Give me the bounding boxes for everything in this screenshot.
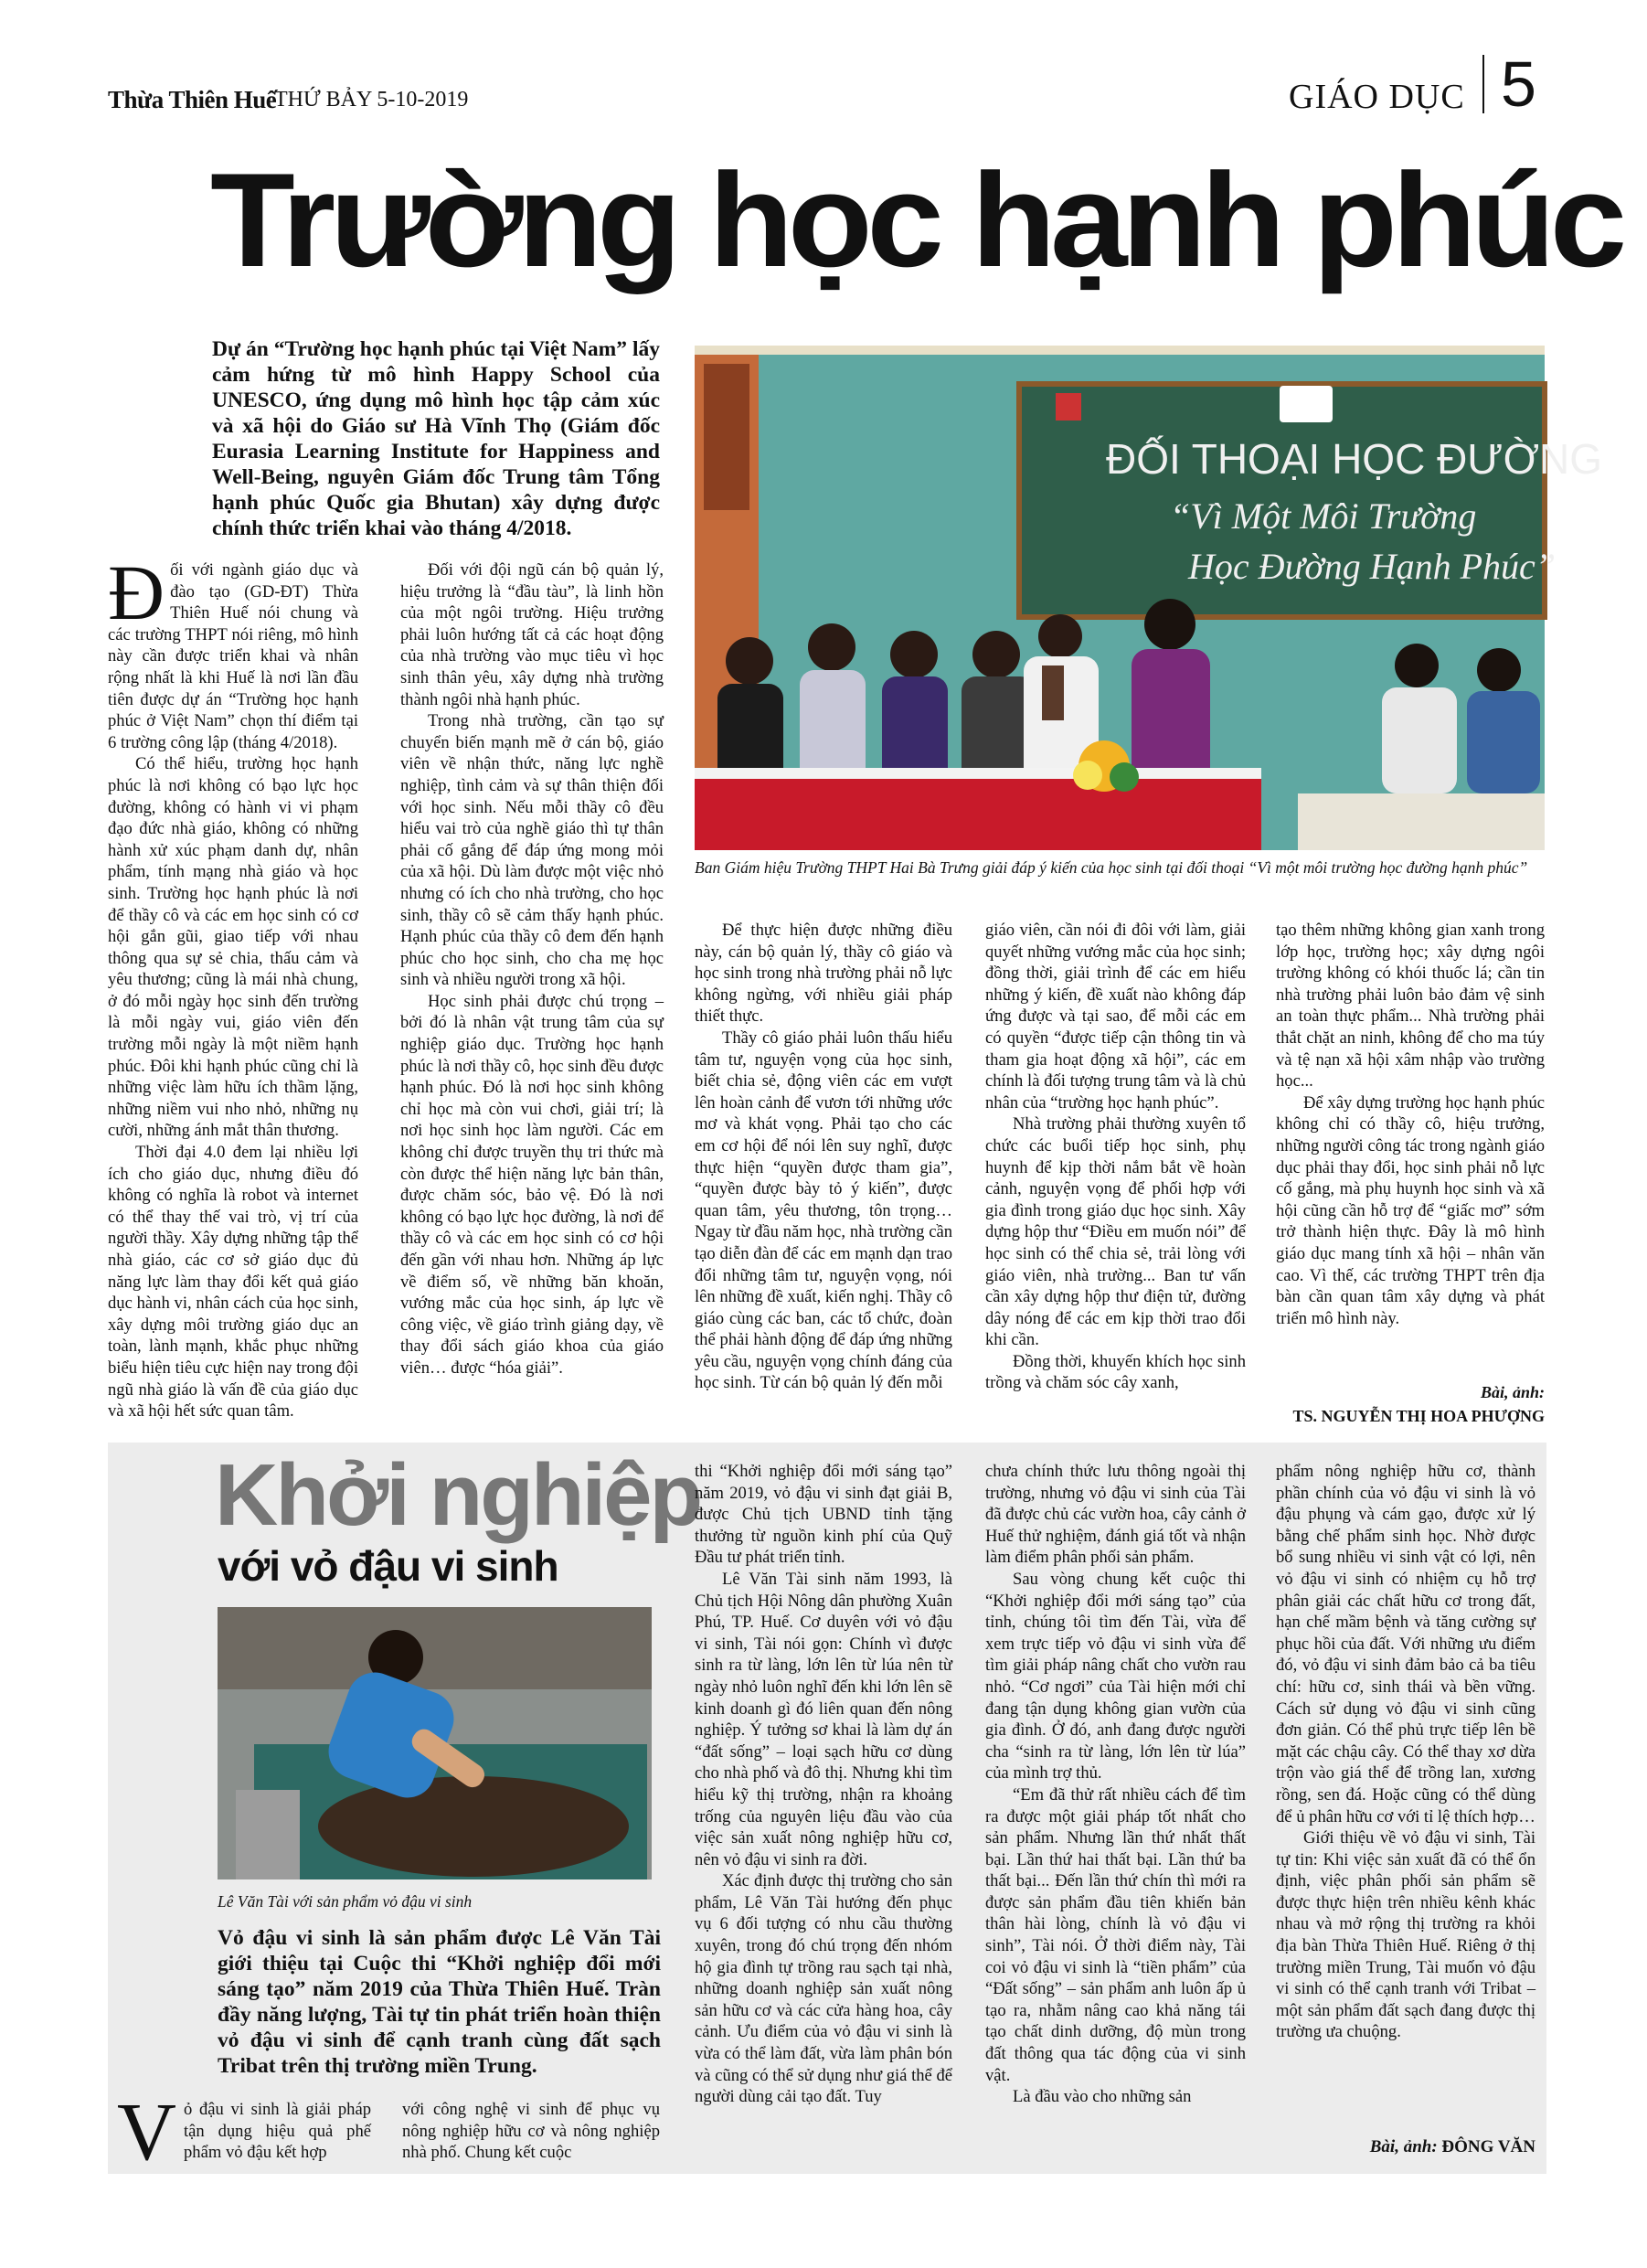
body-paragraph: Giới thiệu về vỏ đậu vi sinh, Tài tự tin: Khi việc sản xuất đã có thể ổn định, việc phân phối sản phẩm sẽ được thực hiện trên nhiều kênh khác nhau và mở rộng thị trường ra khỏi địa bàn Thừa Thiên Huế. Riêng ở thị trường miền Trung, Tài muốn vỏ đậu vi sinh có thể cạnh tranh với Tribat – một sản phẩm đất sạch đang được thị trường ưa chuộng.	[1276, 1828, 1535, 2042]
byline-label: Bài, ảnh:	[1369, 2137, 1438, 2156]
byline-author: ĐÔNG VĂN	[1441, 2137, 1535, 2156]
body-paragraph: giáo viên, cần nói đi đôi với làm, giải quyết những vướng mắc của học sinh; đồng thời, giải trình để các em hiểu những ý kiến, đề xuất nào không đáp ứng được và tại sao, để mỗi các em có quyền “được tiếp cận thông tin và tham gia hoạt động xã hội”, các em chính là đối tượng trung tâm và là chủ nhân của “trường học hạnh phúc”.	[985, 921, 1246, 1113]
feature-column-1	[117, 2087, 371, 2177]
photo-caption: Ban Giám hiệu Trường THPT Hai Bà Trưng giải đáp ý kiến của học sinh tại đối thoại “Vì một môi trường học đường hạnh phúc”	[695, 858, 1528, 877]
body-column-1	[108, 548, 358, 1422]
body-paragraph: Lê Văn Tài sinh năm 1993, là Chủ tịch Hội Nông dân phường Xuân Phú, TP. Huế. Cơ duyên với vỏ đậu vi sinh, Tài nói gọn: Chính vì được sinh ra từ làng, lớn lên từ lúa nên từ ngày nhỏ luôn nghĩ đến khi lớn lên sẽ kinh doanh gì đó liên quan đến nông nghiệp. Ý tưởng sơ khai là làm dự án “đất sống” – loại sạch hữu cơ dùng cho nhà phố và đô thị. Nhưng khi tìm hiểu kỹ thị trường, nhận ra khoảng trống của nguyên liệu đầu vào của việc sản xuất nông nghiệp hữu cơ, nên vỏ đậu vi sinh ra đời.	[695, 1569, 952, 1869]
drop-cap: V	[117, 2087, 176, 2177]
body-column-5	[1276, 920, 1545, 1329]
drop-cap: Đ	[108, 548, 165, 636]
page-number: 5	[1501, 48, 1536, 120]
feature-column-3	[695, 1461, 952, 2108]
board-text-2: “Vì Một Môi Trường	[1170, 495, 1477, 537]
body-paragraph: Đồng thời, khuyến khích học sinh trồng và chăm sóc cây xanh,	[985, 1351, 1246, 1393]
board-text-1: ĐỐI THOẠI HỌC ĐƯỜNG	[1106, 435, 1603, 483]
article-lead: Dự án “Trường học hạnh phúc tại Việt Nam” lấy cảm hứng từ mô hình Happy School của UNESCO, ứng dụng mô hình học tập cảm xúc và xã hội do Giáo sư Hà Vĩnh Thọ (Giám đốc Eurasia Learning Institute for Happiness and Well-Being, nguyên Giám đốc Trung tâm Tổng hạnh phúc Quốc gia Bhutan) xây dựng được chính thức triển khai vào tháng 4/2018.	[212, 337, 660, 540]
body-paragraph: Là đầu vào cho những sản	[1013, 2087, 1192, 2107]
feature-subtitle: với vỏ đậu vi sinh	[218, 1542, 558, 1590]
body-paragraph: Để thực hiện được những điều này, cán bộ quản lý, thầy cô giáo và học sinh trong nhà trường phải nỗ lực không ngừng, với nhiều giải pháp thiết thực.	[695, 921, 952, 1027]
feature-column-4	[985, 1461, 1246, 2108]
body-paragraph: Học sinh phải được chú trọng – bởi đó là nhân vật trung tâm của sự nghiệp giáo dục. Trường học hạnh phúc là nơi thầy cô, học sinh đều được hạnh phúc. Đó là nơi học sinh không chỉ học mà còn vui chơi, giải trí; là nơi học sinh học làm người. Các em không chỉ được truyền thụ tri thức mà còn được thể hiện năng lực bản thân, được chăm sóc, bảo vệ. Đó là nơi không có bạo lực học đường, là nơi để thầy cô và các em học sinh có cơ hội đến gần với nhau hơn. Những áp lực về điểm số, về những băn khoăn, vướng mắc của học sinh, áp lực về công việc, về giáo trình giảng dạy, về thay đổi sách giáo khoa của giáo viên… được “hóa giải”.	[400, 991, 664, 1378]
issue-date: THỨ BẢY 5-10-2019	[274, 88, 469, 112]
body-paragraph: tạo thêm những không gian xanh trong lớp học, trường học; xây dựng ngôi trường không có khói thuốc lá; cần tin nhà trường phải luôn bảo đảm vệ sinh an toàn thực phẩm... Nhà trường phải thắt chặt an ninh, không để cho ma túy và tệ nạn xã hội xâm nhập vào trường học...	[1276, 921, 1545, 1091]
body-paragraph: Sau vòng chung kết cuộc thi “Khởi nghiệp đổi mới sáng tạo” của tỉnh, chúng tôi tìm đến Tài, vừa để xem trực tiếp vỏ đậu vi sinh vừa để tìm giải pháp nâng chất cho vườn rau nhỏ. “Cơ ngơi” của Tài hiện mới chỉ đang tận dụng không gian vườn của gia đình. Ở đó, anh đang được người cha “sinh ra từ làng, lớn lên từ lúa” của mình trợ thủ.	[985, 1569, 1246, 1784]
body-paragraph: phẩm nông nghiệp hữu cơ, thành phần chính của vỏ đậu vi sinh là vỏ đậu phụng và cám gạo, được xử lý bằng chế phẩm sinh học. Nhờ được bổ sung nhiều vi sinh vật có lợi, nên vỏ đậu vi sinh có nhiệm cụ hỗ trợ phân giải các chất hữu cơ trong đất, hạn chế mầm bệnh và tăng cường sự phục hồi của đất. Với những ưu điểm đó, vỏ đậu vi sinh đảm bảo cả ba tiêu chí: hữu cơ, sinh thái và bền vững. Cách sử dụng vỏ đậu vi sinh cũng đơn giản. Có thể phủ trực tiếp lên bề mặt các chậu cây. Có thể thay xơ dừa trộn vào giá thể để trồng lan, xương rồng, sen đá. Hoặc cũng có thể dùng để ủ phân hữu cơ với tỉ lệ thích hợp…	[1276, 1462, 1535, 1826]
feature-photo	[218, 1607, 652, 1879]
body-paragraph: thi “Khởi nghiệp đổi mới sáng tạo” năm 2019, vỏ đậu vi sinh đạt giải B, được Chủ tịch UBND tỉnh tặng thưởng từ nguồn kinh phí của Quỹ Đầu tư phát triển tỉnh.	[695, 1462, 952, 1568]
section-name: GIÁO DỤC	[1289, 78, 1465, 116]
board-text-3: Học Đường Hạnh Phúc”	[1188, 546, 1557, 587]
dialogue-photo	[695, 346, 1603, 850]
body-paragraph: ối với ngành giáo dục và đào tạo (GD-ĐT) Thừa Thiên Huế nói chung và các trường THPT nói riêng, mô hình này cần được triển khai và nhân rộng nhất là khi Huế là nơi lần đầu tiên được dự án “Trường học hạnh phúc ở Việt Nam” chọn thí điểm tại 6 trường công lập (tháng 4/2018).	[108, 560, 358, 752]
article-byline	[1280, 1380, 1545, 1428]
feature-column-2	[402, 2099, 660, 2164]
feature-photo-illustration	[218, 1607, 652, 1879]
header-divider	[1482, 55, 1484, 113]
feature-lead: Vỏ đậu vi sinh là sản phẩm được Lê Văn Tài giới thiệu tại Cuộc thi “Khởi nghiệp đổi mới sáng tạo” năm 2019 của Thừa Thiên Huế. Tràn đầy năng lượng, Tài tự tin phát triển hoàn thiện vỏ đậu vi sinh để cạnh tranh cùng đất sạch Tribat trên thị trường miền Trung.	[218, 1926, 661, 2078]
body-paragraph: với công nghệ vi sinh để phục vụ nông nghiệp hữu cơ và nông nghiệp nhà phố. Chung kết cuộc	[402, 2100, 660, 2163]
body-column-2	[400, 559, 664, 1379]
body-paragraph: Nhà trường phải thường xuyên tổ chức các buổi tiếp học sinh, phụ huynh để kịp thời nắm bắt về hoàn cảnh, nguyện vọng để phối hợp với gia đình trong giáo dục học sinh. Xây dựng hộp thư “Điều em muốn nói” để học sinh có thể chia sẻ, trải lòng với giáo viên, nhà trường... Ban tư vấn cần xây dựng hộp thư điện tử, đường dây nóng để các em kịp thời trao đổi khi cần.	[985, 1114, 1246, 1350]
feature-photo-caption: Lê Văn Tài với sản phẩm vỏ đậu vi sinh	[218, 1892, 473, 1911]
body-paragraph: Xác định được thị trường cho sản phẩm, Lê Văn Tài hướng đến phục vụ 6 đối tượng có nhu cầu thường xuyên, trong đó chú trọng đến nhóm hộ gia đình tự trồng rau sạch tại nhà, những doanh nghiệp sản xuất nông sản hữu cơ và các cửa hàng hoa, cây cảnh. Ưu điểm của vỏ đậu vi sinh là vừa có thể làm đất, vừa làm phân bón và cũng có thể sử dụng như giá thể để người dùng cải tạo đất. Tuy	[695, 1871, 952, 2107]
body-paragraph: Để xây dựng trường học hạnh phúc không chỉ có thầy cô, hiệu trưởng, những người công tác trong ngành giáo dục phải thay đổi, học sinh phải nỗ lực cố gắng, mà phụ huynh học sinh và xã hội cũng cần hỗ trợ để “giấc mơ” sớm trở thành hiện thực. Đây là mô hình giáo dục mang tính xã hội – nhân văn cao. Vì thế, các trường THPT trên địa bàn cần quan tâm xây dựng và phát triển mô hình này.	[1276, 1092, 1545, 1328]
feature-column-5	[1276, 1461, 1535, 2043]
body-paragraph: Đối với đội ngũ cán bộ quản lý, hiệu trưởng là “đầu tàu”, là linh hồn của một ngôi trường. Hiệu trưởng phải luôn hướng tất cả các hoạt động của nhà trường vào mục tiêu vì học sinh thân yêu, xây dựng nhà trường thành ngôi nhà hạnh phúc.	[400, 560, 664, 709]
byline-label: Bài, ảnh:	[1480, 1383, 1545, 1401]
body-paragraph: “Em đã thử rất nhiều cách để tìm ra được một giải pháp tốt nhất cho sản phẩm. Nhưng lần thứ nhất thất bại. Lần thứ hai thất bại. Lần thứ ba thất bại... Đến lần thứ chín thì mới ra được sản phẩm đầu tiên khiến bản thân hài lòng, chính là vỏ đậu vi sinh”, Tài nói. Ở thời điểm này, Tài coi vỏ đậu vi sinh là “tiền phẩm” của “Đất sống” – sản phẩm anh luôn ấp ủ tạo ra, nhằm nâng cao khả năng tái tạo chất dinh dưỡng, độ mùn trong đất thông qua tác động của vi sinh vật.	[985, 1784, 1246, 2085]
feature-title: Khởi nghiệp	[215, 1446, 701, 1544]
dialogue-photo-illustration	[695, 346, 1603, 850]
body-paragraph: Có thể hiểu, trường học hạnh phúc là nơi không có bạo lực học đường, không có hành vi vi phạm đạo đức nhà giáo, không có những hành xử xúc phạm danh dự, nhân phẩm, tính mạng nhà giáo và học sinh. Trường học hạnh phúc là nơi để thầy cô và các em học sinh có cơ hội gắn gũi, giao tiếp với nhau thông qua sự sẻ chia, thấu cảm và yêu thương; cũng là mái nhà chung, ở đó mỗi ngày học sinh đến trường là mỗi ngày vui, giáo viên đến trường mỗi ngày là một niềm hạnh phúc. Đôi khi hạnh phúc cũng chỉ là những việc làm hữu ích thầm lặng, những niềm vui nho nhỏ, những nụ cười, những ánh mắt thân thương.	[108, 754, 358, 1141]
body-paragraph: chưa chính thức lưu thông ngoài thị trường, nhưng vỏ đậu vi sinh của Tài đã được chủ các vườn hoa, cây cảnh ở Huế thử nghiệm, đánh giá tốt và nhận làm điểm phân phối sản phẩm.	[985, 1462, 1246, 1568]
article-headline: Trường học hạnh phúc	[210, 145, 1621, 294]
body-paragraph: ỏ đậu vi sinh là giải pháp tận dụng hiệu quả phế phẩm vỏ đậu kết hợp	[184, 2100, 371, 2163]
body-paragraph: Trong nhà trường, cần tạo sự chuyển biến mạnh mẽ ở cán bộ, giáo viên về nhận thức, năng lực nghề nghiệp, tình cảm và sự thân thiện đối với học sinh. Nếu mỗi thầy cô đều hiểu vai trò của nghề giáo thì tự thân phải cố gắng để đáp ứng mong mỏi của xã hội. Dù làm được một việc nhỏ nhưng có ích cho nhà trường, cho học sinh, thầy cô sẽ cảm thấy hạnh phúc. Hạnh phúc của thầy cô đem đến hạnh phúc cho học sinh, cho cha mẹ học sinh và nhiều người trong xã hội.	[400, 711, 664, 990]
body-column-3	[695, 920, 952, 1394]
body-paragraph: Thầy cô giáo phải luôn thấu hiểu tâm tư, nguyện vọng của học sinh, biết chia sẻ, động viên các em vượt lên hoàn cảnh để vươn tới những ước mơ và khát vọng. Phải tạo cho các em cơ hội để nói lên suy nghĩ, được thực hiện “quyền được tham gia”, “quyền được bày tỏ ý kiến”, được quan tâm, yêu thương, tôn trọng… Ngay từ đầu năm học, nhà trường cần tạo diễn đàn để các em mạnh dạn trao đổi những tâm tư, nguyện vọng, nói lên những đề xuất, kiến nghị. Thầy cô giáo cùng các ban, các tổ chức, đoàn thể phải hành động để đáp ứng những yêu cầu, nguyện vọng chính đáng của học sinh. Từ cán bộ quản lý đến mỗi	[695, 1028, 952, 1393]
body-column-4	[985, 920, 1246, 1394]
body-paragraph: Thời đại 4.0 đem lại nhiều lợi ích cho giáo dục, nhưng điều đó không có nghĩa là robot và internet có thể thay thế vai trò, vị trí của người thầy. Xây dựng những tập thể nhà giáo, các cơ sở giáo dục đủ năng lực làm thay đổi kết quả giáo dục hành vi, nhân cách của học sinh, xây dựng môi trường giáo dục an toàn, lành mạnh, khắc phục những biểu hiện tiêu cực hiện nay trong đội ngũ nhà giáo là vấn đề của giáo dục và xã hội hết sức quan tâm.	[108, 1143, 358, 1421]
byline-author: TS. NGUYỄN THỊ HOA PHƯỢNG	[1292, 1407, 1545, 1425]
feature-byline	[1280, 2137, 1535, 2157]
newspaper-name: Thừa Thiên Huế	[108, 86, 277, 113]
